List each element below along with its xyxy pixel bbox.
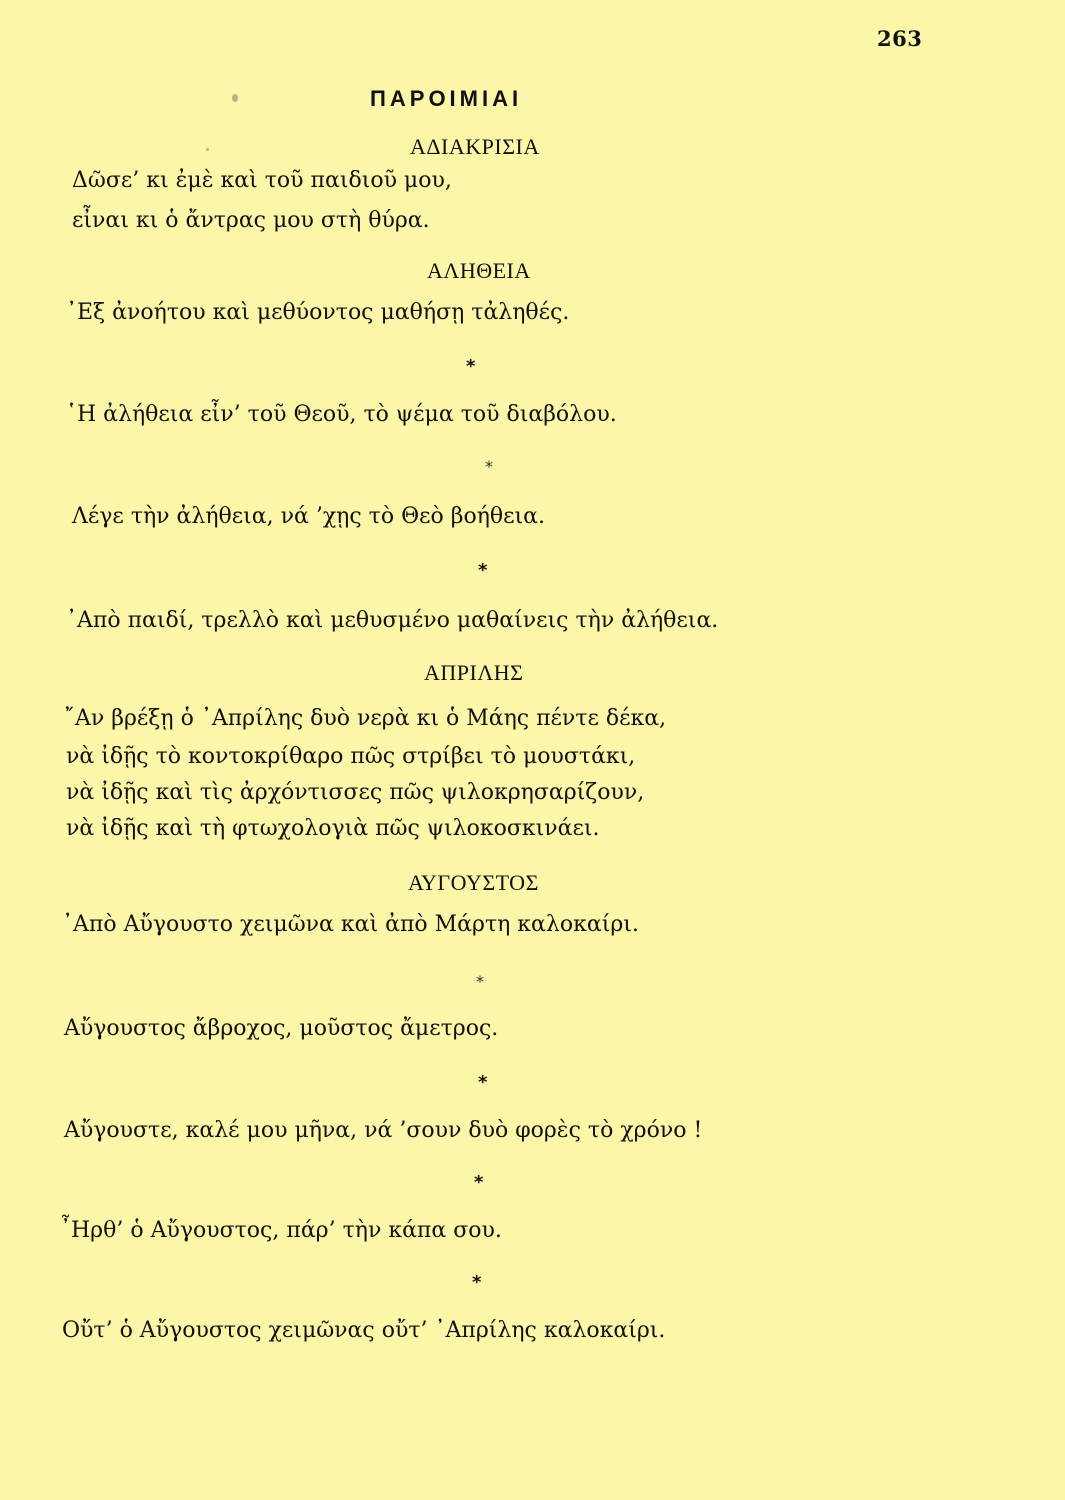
proverb-line: Δῶσε’ κι ἐμὲ καὶ τοῦ παιδιοῦ μου,: [72, 168, 452, 193]
separator-star: *: [485, 457, 493, 476]
page-title: ΠΑΡΟΙΜΙΑΙ: [370, 86, 523, 111]
proverb-line: νὰ ἰδῇς καὶ τὴ φτωχολογιὰ πῶς ψιλοκοσκινάει.: [66, 816, 600, 841]
proverb-line: Αὔγουστος ἄβροχος, μοῦστος ἄμετρος.: [64, 1016, 499, 1041]
separator-star: *: [466, 356, 476, 377]
proverb-line: ᾽Εξ ἀνοήτου καὶ μεθύοντος μαθήσῃ τἀληθές.: [66, 300, 570, 325]
proverb-line: ῏Ηρθ’ ὁ Αὔγουστος, πάρ’ τὴν κάπα σου.: [60, 1218, 502, 1243]
separator-star: *: [474, 1172, 484, 1193]
proverb-line: ῎Αν βρέξῃ ὁ ᾽Απρίλης δυὸ νερὰ κι ὁ Μάης πέντε δέκα,: [64, 706, 667, 731]
proverb-line: Οὔτ’ ὁ Αὔγουστος χειμῶνας οὔτ’ ᾽Απρίλης καλοκαίρι.: [62, 1318, 666, 1343]
proverb-line: ῾Η ἀλήθεια εἶν’ τοῦ Θεοῦ, τὸ ψέμα τοῦ διαβόλου.: [66, 402, 617, 427]
section-heading-aprilis: ΑΠΡΙΛΗΣ: [424, 660, 524, 685]
proverb-line: ᾽Απὸ παιδί, τρελλὸ καὶ μεθυσμένο μαθαίνεις τὴν ἀλήθεια.: [66, 608, 719, 633]
separator-star: *: [478, 1072, 488, 1093]
proverb-line: Αὔγουστε, καλέ μου μῆνα, νά ’σουν δυὸ φορὲς τὸ χρόνο !: [64, 1118, 703, 1143]
separator-star: *: [476, 972, 484, 991]
ink-speck: [206, 148, 209, 151]
proverb-line: νὰ ἰδῇς καὶ τὶς ἀρχόντισσες πῶς ψιλοκρησαρίζουν,: [66, 780, 645, 805]
section-heading-avgoustos: ΑΥΓΟΥΣΤΟΣ: [408, 870, 539, 895]
proverb-line: ᾽Απὸ Αὔγουστο χειμῶνα καὶ ἀπὸ Μάρτη καλοκαίρι.: [62, 912, 639, 937]
section-heading-adiakrisia: ΑΔΙΑΚΡΙΣΙΑ: [410, 134, 540, 159]
proverb-line: Λέγε τὴν ἀλήθεια, νά ’χῃς τὸ Θεὸ βοήθεια.: [72, 504, 546, 529]
separator-star: *: [472, 1272, 482, 1293]
separator-star: *: [478, 560, 488, 581]
ink-speck: [232, 94, 238, 102]
page-number: 263: [877, 26, 923, 51]
proverb-line: εἶναι κι ὁ ἄντρας μου στὴ θύρα.: [72, 208, 430, 233]
proverb-line: νὰ ἰδῇς τὸ κοντοκρίθαρο πῶς στρίβει τὸ μουστάκι,: [66, 744, 636, 769]
section-heading-aletheia: ΑΛΗΘΕΙΑ: [427, 258, 531, 283]
